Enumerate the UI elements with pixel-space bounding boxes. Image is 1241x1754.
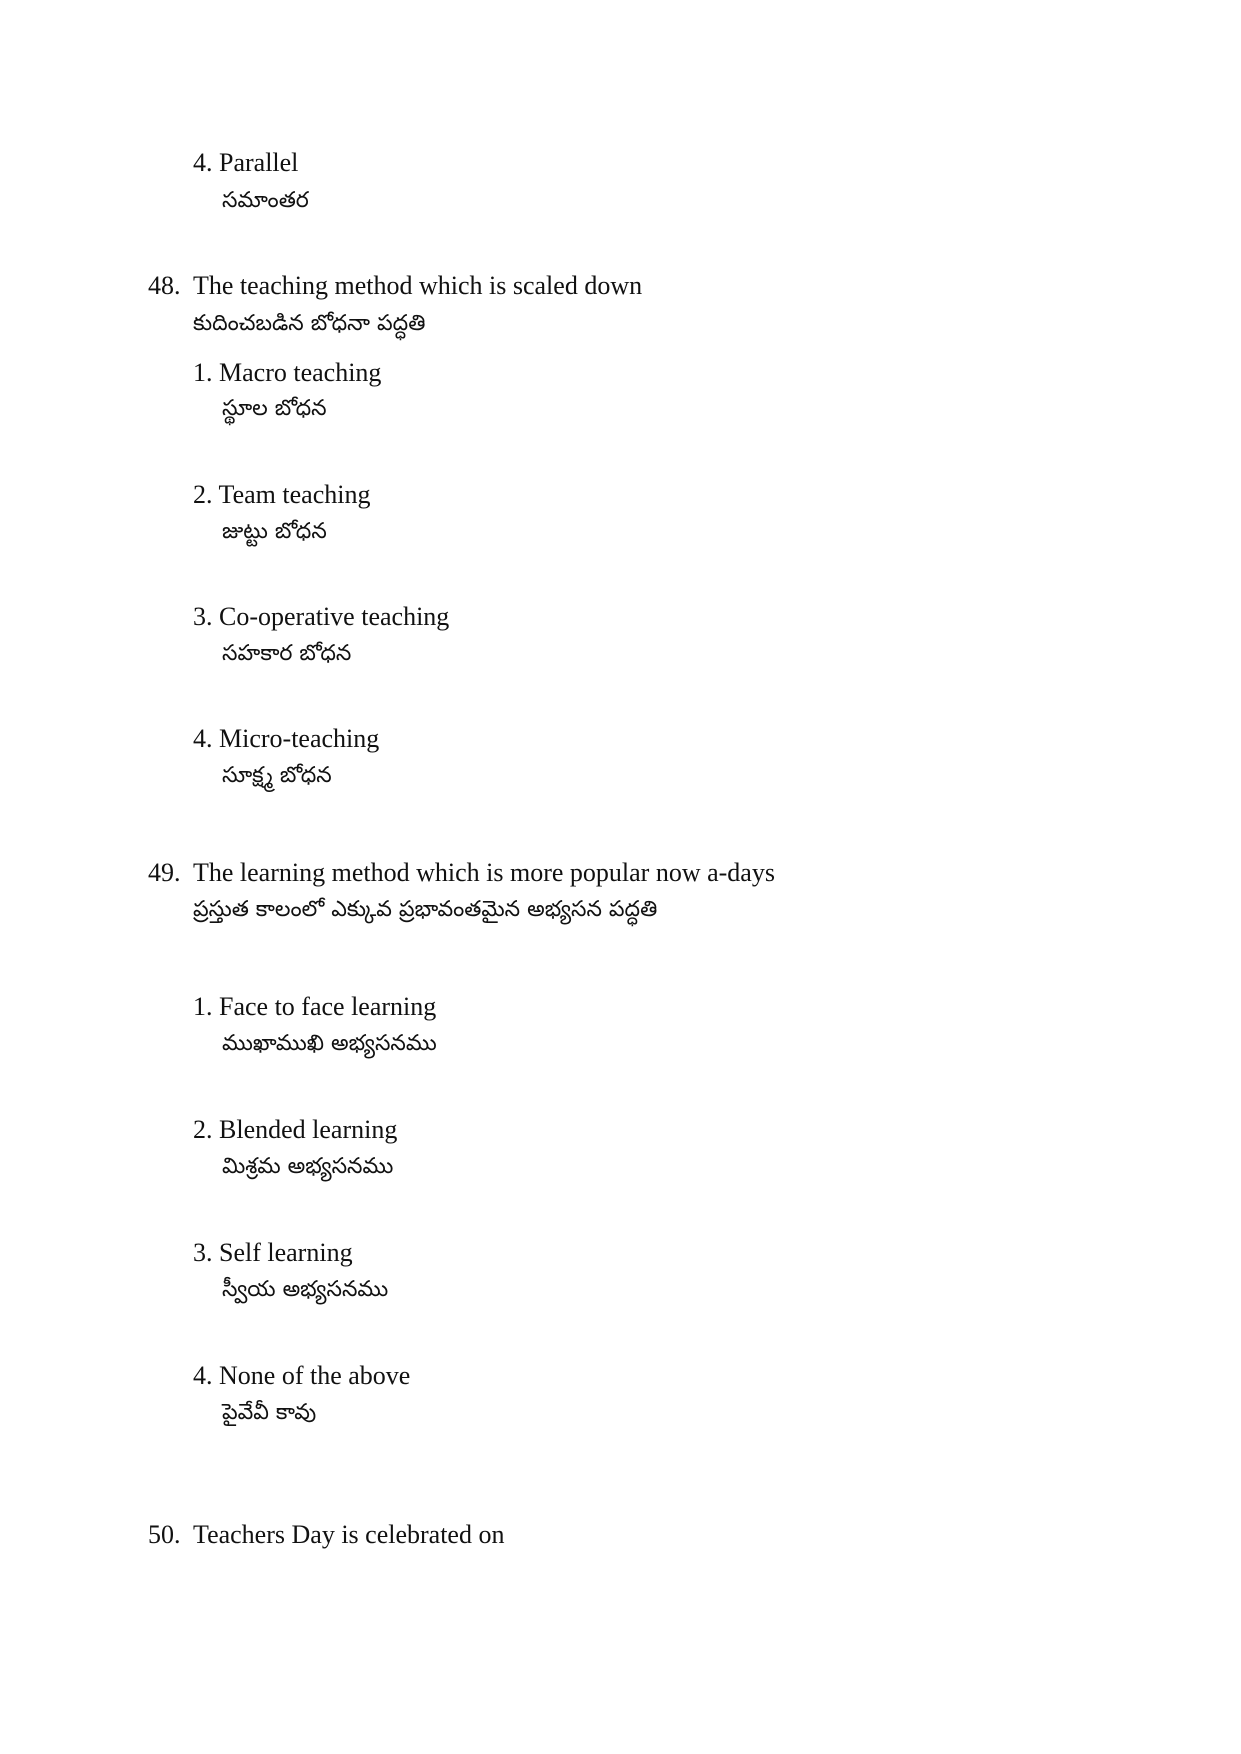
option-telugu: సహకార బోధన — [222, 641, 352, 666]
option-telugu: సూక్ష్మ బోధన — [222, 763, 332, 788]
question-telugu: ప్రస్తుత కాలంలో ఎక్కువ ప్రభావంతమైన అభ్యసన పద్ధతి — [193, 897, 658, 922]
option-telugu: పైవేవీ కావు — [222, 1400, 317, 1425]
question-number: 50. — [148, 1520, 181, 1549]
option-label: 2. Team teaching — [193, 480, 371, 509]
option-telugu: స్వీయ అభ్యసనము — [222, 1277, 389, 1302]
option-telugu: ముఖాముఖి అభ్యసనము — [222, 1031, 437, 1056]
option-label: 4. Parallel — [193, 148, 299, 177]
question-text: The learning method which is more popular now a-days — [193, 858, 775, 887]
option-label: 1. Face to face learning — [193, 992, 437, 1021]
option-label: 4. None of the above — [193, 1361, 411, 1390]
option-label: 3. Self learning — [193, 1238, 353, 1267]
option-label: 3. Co-operative teaching — [193, 602, 450, 631]
option-label: 1. Macro teaching — [193, 358, 382, 387]
question-number: 49. — [148, 858, 181, 887]
option-telugu: మిశ్రమ అభ్యసనము — [222, 1154, 394, 1179]
question-number: 48. — [148, 271, 181, 300]
question-telugu: కుదించబడిన బోధనా పద్ధతి — [193, 311, 426, 336]
question-text: The teaching method which is scaled down — [193, 271, 643, 300]
option-telugu: జుట్టు బోధన — [222, 519, 327, 544]
option-label: 2. Blended learning — [193, 1115, 398, 1144]
option-label: 4. Micro-teaching — [193, 724, 380, 753]
question-text: Teachers Day is celebrated on — [193, 1520, 505, 1549]
option-telugu: సమాంతర — [222, 188, 309, 213]
option-telugu: స్థూల బోధన — [222, 396, 327, 421]
